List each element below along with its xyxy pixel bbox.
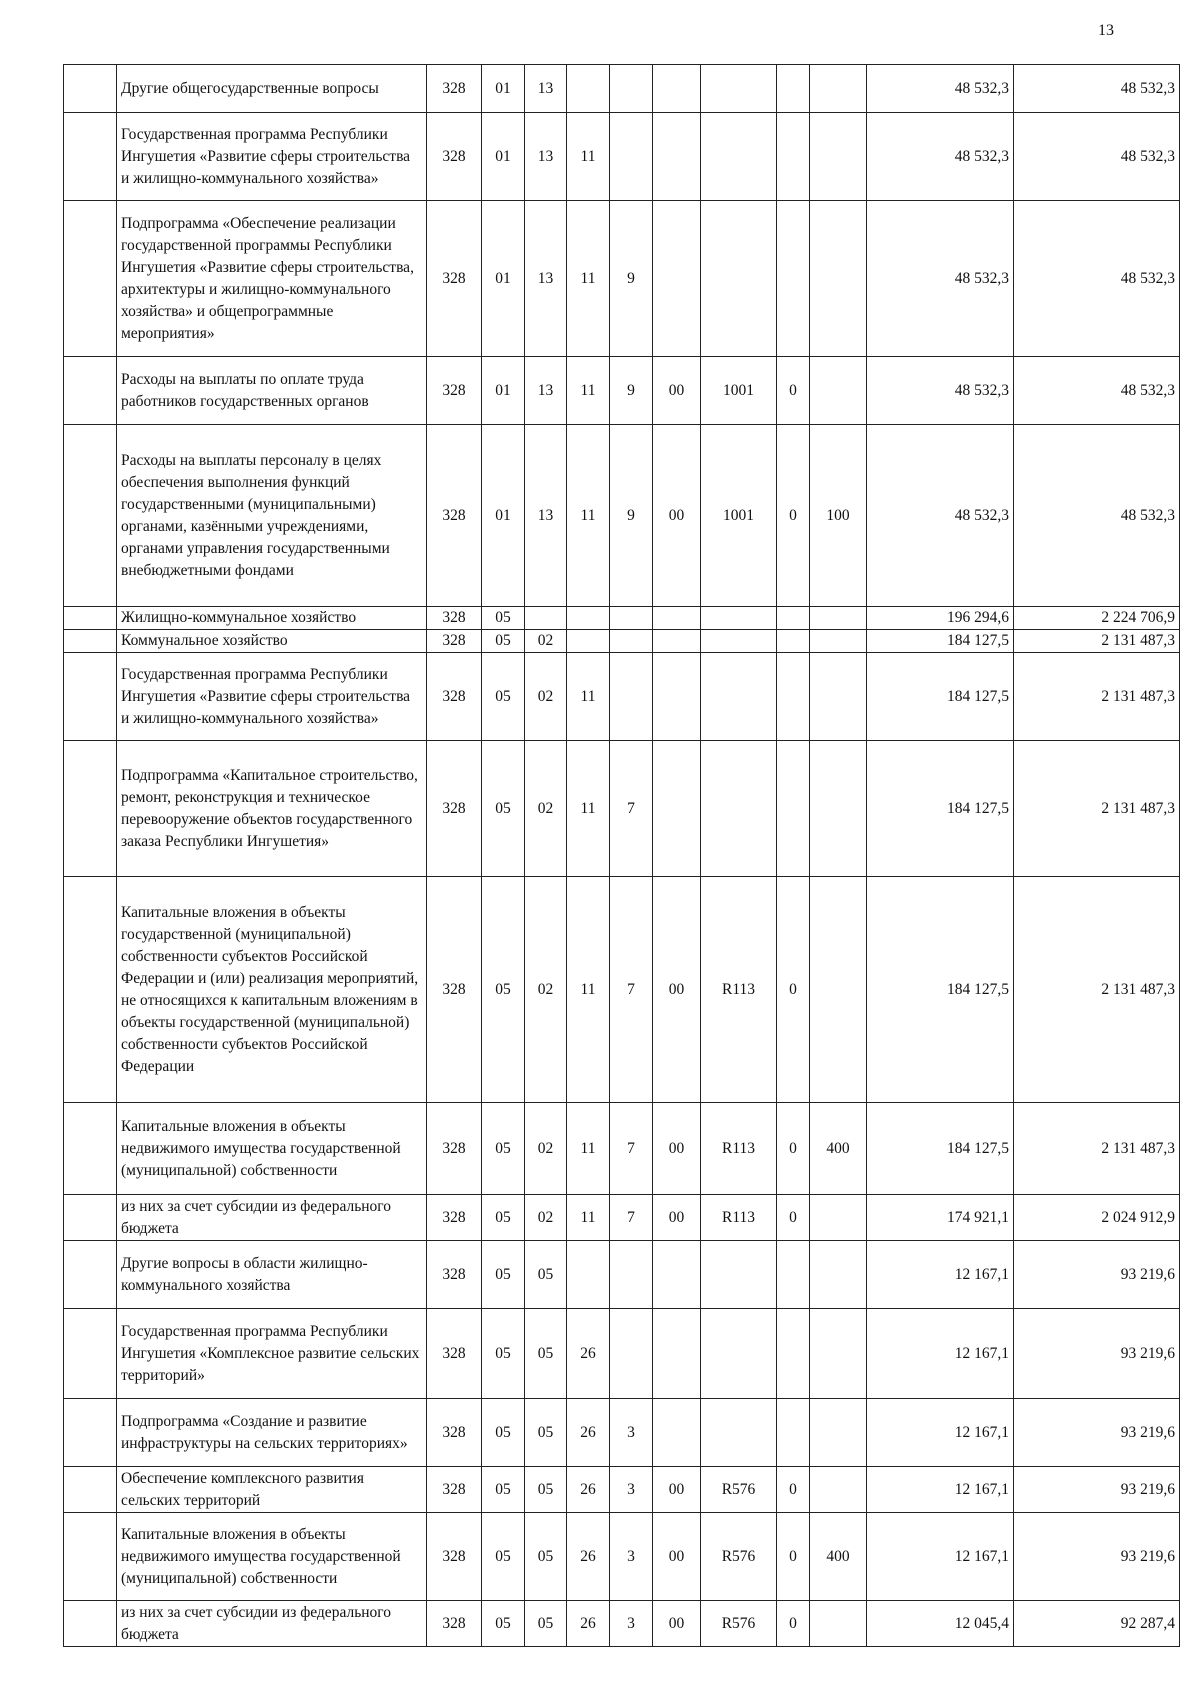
row-index-cell — [64, 65, 117, 113]
item-name-cell: Подпрограмма «Обеспечение реализации государственной программы Республики Ингушетия «Развитие сферы строительства, архитектуры и жилищно-коммунального хозяйства» и общепрограммные мероприятия» — [117, 201, 427, 357]
program-code-cell: 11 — [567, 1103, 610, 1195]
budget-table — [63, 64, 1180, 1647]
expense-type-code-cell — [810, 607, 867, 630]
row-index-cell — [64, 113, 117, 201]
target-code-cell: R576 — [701, 1601, 777, 1647]
ministry-code-cell: 328 — [427, 1467, 482, 1513]
amount-year2-cell: 48 532,3 — [1014, 425, 1180, 607]
direction-code-cell: 00 — [653, 425, 701, 607]
section-code-cell: 01 — [482, 357, 525, 425]
direction-code-cell: 00 — [653, 1103, 701, 1195]
detail-code-cell — [777, 201, 810, 357]
item-name-cell: Государственная программа Республики Ингушетия «Развитие сферы строительства и жилищно-коммунального хозяйства» — [117, 653, 427, 741]
subprogram-code-cell: 3 — [610, 1513, 653, 1601]
expense-type-code-cell — [810, 1467, 867, 1513]
amount-year1-cell: 48 532,3 — [867, 201, 1014, 357]
detail-code-cell — [777, 607, 810, 630]
direction-code-cell — [653, 607, 701, 630]
item-name-cell: Капитальные вложения в объекты недвижимого имущества государственной (муниципальной) собственности — [117, 1513, 427, 1601]
program-code-cell: 11 — [567, 201, 610, 357]
direction-code-cell: 00 — [653, 1601, 701, 1647]
table-row — [64, 741, 1180, 877]
program-code-cell: 11 — [567, 877, 610, 1103]
subprogram-code-cell — [610, 113, 653, 201]
section-code-cell: 05 — [482, 630, 525, 653]
program-code-cell — [567, 65, 610, 113]
direction-code-cell — [653, 1399, 701, 1467]
detail-code-cell: 0 — [777, 1513, 810, 1601]
expense-type-code-cell — [810, 1195, 867, 1241]
row-index-cell — [64, 1195, 117, 1241]
table-row — [64, 1601, 1180, 1647]
target-code-cell — [701, 630, 777, 653]
direction-code-cell — [653, 741, 701, 877]
amount-year1-cell: 184 127,5 — [867, 741, 1014, 877]
target-code-cell — [701, 741, 777, 877]
target-code-cell — [701, 653, 777, 741]
table-row — [64, 1241, 1180, 1309]
detail-code-cell: 0 — [777, 1103, 810, 1195]
direction-code-cell — [653, 653, 701, 741]
detail-code-cell — [777, 113, 810, 201]
target-code-cell — [701, 201, 777, 357]
amount-year1-cell: 12 167,1 — [867, 1399, 1014, 1467]
subsection-code-cell: 05 — [525, 1513, 567, 1601]
ministry-code-cell: 328 — [427, 65, 482, 113]
detail-code-cell: 0 — [777, 425, 810, 607]
subprogram-code-cell — [610, 630, 653, 653]
target-code-cell — [701, 1309, 777, 1399]
amount-year1-cell: 184 127,5 — [867, 877, 1014, 1103]
detail-code-cell — [777, 1309, 810, 1399]
program-code-cell: 26 — [567, 1513, 610, 1601]
amount-year2-cell: 2 131 487,3 — [1014, 653, 1180, 741]
detail-code-cell — [777, 741, 810, 877]
amount-year2-cell: 48 532,3 — [1014, 113, 1180, 201]
subprogram-code-cell: 3 — [610, 1399, 653, 1467]
target-code-cell — [701, 607, 777, 630]
program-code-cell: 11 — [567, 741, 610, 877]
program-code-cell: 26 — [567, 1467, 610, 1513]
expense-type-code-cell — [810, 1309, 867, 1399]
ministry-code-cell: 328 — [427, 1103, 482, 1195]
ministry-code-cell: 328 — [427, 630, 482, 653]
subsection-code-cell: 13 — [525, 65, 567, 113]
subsection-code-cell: 05 — [525, 1309, 567, 1399]
amount-year2-cell: 93 219,6 — [1014, 1399, 1180, 1467]
direction-code-cell: 00 — [653, 877, 701, 1103]
target-code-cell: R113 — [701, 1103, 777, 1195]
detail-code-cell — [777, 65, 810, 113]
program-code-cell: 26 — [567, 1601, 610, 1647]
amount-year1-cell: 12 045,4 — [867, 1601, 1014, 1647]
item-name-cell: Подпрограмма «Капитальное строительство, ремонт, реконструкция и техническое перевооружение объектов государственного заказа Республики Ингушетия» — [117, 741, 427, 877]
table-row — [64, 1513, 1180, 1601]
detail-code-cell — [777, 653, 810, 741]
section-code-cell: 01 — [482, 65, 525, 113]
item-name-cell: Жилищно-коммунальное хозяйство — [117, 607, 427, 630]
direction-code-cell: 00 — [653, 1195, 701, 1241]
expense-type-code-cell — [810, 357, 867, 425]
amount-year1-cell: 48 532,3 — [867, 357, 1014, 425]
section-code-cell: 05 — [482, 741, 525, 877]
amount-year1-cell: 196 294,6 — [867, 607, 1014, 630]
ministry-code-cell: 328 — [427, 653, 482, 741]
ministry-code-cell: 328 — [427, 357, 482, 425]
row-index-cell — [64, 1399, 117, 1467]
expense-type-code-cell — [810, 201, 867, 357]
row-index-cell — [64, 1309, 117, 1399]
item-name-cell: Расходы на выплаты персоналу в целях обеспечения выполнения функций государственными (муниципальными) органами, казёнными учреждениями, органами управления государственными внебюджетными фондами — [117, 425, 427, 607]
amount-year1-cell: 12 167,1 — [867, 1467, 1014, 1513]
expense-type-code-cell — [810, 741, 867, 877]
expense-type-code-cell: 100 — [810, 425, 867, 607]
subprogram-code-cell — [610, 653, 653, 741]
row-index-cell — [64, 607, 117, 630]
direction-code-cell — [653, 65, 701, 113]
item-name-cell: Государственная программа Республики Ингушетия «Развитие сферы строительства и жилищно-коммунального хозяйства» — [117, 113, 427, 201]
section-code-cell: 05 — [482, 1601, 525, 1647]
item-name-cell: Другие общегосударственные вопросы — [117, 65, 427, 113]
amount-year2-cell: 2 131 487,3 — [1014, 1103, 1180, 1195]
ministry-code-cell: 328 — [427, 1601, 482, 1647]
amount-year2-cell: 2 224 706,9 — [1014, 607, 1180, 630]
target-code-cell — [701, 1399, 777, 1467]
subprogram-code-cell — [610, 1241, 653, 1309]
amount-year1-cell: 12 167,1 — [867, 1241, 1014, 1309]
subsection-code-cell — [525, 607, 567, 630]
row-index-cell — [64, 653, 117, 741]
target-code-cell: R113 — [701, 877, 777, 1103]
table-row — [64, 1399, 1180, 1467]
target-code-cell: R576 — [701, 1467, 777, 1513]
table-row — [64, 1195, 1180, 1241]
item-name-cell: Капитальные вложения в объекты государственной (муниципальной) собственности субъектов Российской Федерации и (или) реализация мероприятий, не относящихся к капитальным вложениям в объекты государственной (муниципальной) собственности субъектов Российской Федерации — [117, 877, 427, 1103]
expense-type-code-cell: 400 — [810, 1513, 867, 1601]
detail-code-cell: 0 — [777, 877, 810, 1103]
item-name-cell: Коммунальное хозяйство — [117, 630, 427, 653]
expense-type-code-cell — [810, 630, 867, 653]
target-code-cell — [701, 113, 777, 201]
ministry-code-cell: 328 — [427, 1241, 482, 1309]
section-code-cell: 05 — [482, 1103, 525, 1195]
program-code-cell: 11 — [567, 1195, 610, 1241]
section-code-cell: 05 — [482, 1399, 525, 1467]
row-index-cell — [64, 1601, 117, 1647]
program-code-cell: 11 — [567, 425, 610, 607]
amount-year2-cell: 2 131 487,3 — [1014, 877, 1180, 1103]
direction-code-cell: 00 — [653, 1467, 701, 1513]
program-code-cell: 11 — [567, 357, 610, 425]
amount-year2-cell: 2 131 487,3 — [1014, 741, 1180, 877]
subsection-code-cell: 02 — [525, 653, 567, 741]
amount-year2-cell: 93 219,6 — [1014, 1467, 1180, 1513]
expense-type-code-cell — [810, 65, 867, 113]
direction-code-cell — [653, 201, 701, 357]
subprogram-code-cell: 9 — [610, 201, 653, 357]
subsection-code-cell: 13 — [525, 357, 567, 425]
subprogram-code-cell: 7 — [610, 1103, 653, 1195]
section-code-cell: 05 — [482, 1195, 525, 1241]
amount-year2-cell: 93 219,6 — [1014, 1309, 1180, 1399]
section-code-cell: 01 — [482, 113, 525, 201]
direction-code-cell: 00 — [653, 1513, 701, 1601]
table-row — [64, 630, 1180, 653]
subsection-code-cell: 13 — [525, 425, 567, 607]
row-index-cell — [64, 1467, 117, 1513]
detail-code-cell: 0 — [777, 1195, 810, 1241]
target-code-cell: R113 — [701, 1195, 777, 1241]
ministry-code-cell: 328 — [427, 1195, 482, 1241]
program-code-cell — [567, 607, 610, 630]
direction-code-cell: 00 — [653, 357, 701, 425]
item-name-cell: Государственная программа Республики Ингушетия «Комплексное развитие сельских территорий» — [117, 1309, 427, 1399]
ministry-code-cell: 328 — [427, 741, 482, 877]
section-code-cell: 05 — [482, 607, 525, 630]
amount-year1-cell: 48 532,3 — [867, 65, 1014, 113]
section-code-cell: 05 — [482, 1241, 525, 1309]
subprogram-code-cell — [610, 65, 653, 113]
expense-type-code-cell — [810, 1399, 867, 1467]
item-name-cell: Другие вопросы в области жилищно-коммунального хозяйства — [117, 1241, 427, 1309]
subsection-code-cell: 02 — [525, 630, 567, 653]
program-code-cell — [567, 1241, 610, 1309]
subsection-code-cell: 02 — [525, 1103, 567, 1195]
amount-year1-cell: 12 167,1 — [867, 1309, 1014, 1399]
row-index-cell — [64, 425, 117, 607]
detail-code-cell: 0 — [777, 1601, 810, 1647]
item-name-cell: из них за счет субсидии из федерального бюджета — [117, 1195, 427, 1241]
expense-type-code-cell — [810, 653, 867, 741]
subsection-code-cell: 05 — [525, 1399, 567, 1467]
table-row — [64, 1309, 1180, 1399]
ministry-code-cell: 328 — [427, 1399, 482, 1467]
detail-code-cell — [777, 1399, 810, 1467]
ministry-code-cell: 328 — [427, 1513, 482, 1601]
table-row — [64, 357, 1180, 425]
row-index-cell — [64, 201, 117, 357]
program-code-cell: 11 — [567, 113, 610, 201]
target-code-cell — [701, 65, 777, 113]
subprogram-code-cell: 7 — [610, 877, 653, 1103]
row-index-cell — [64, 630, 117, 653]
subprogram-code-cell: 9 — [610, 357, 653, 425]
section-code-cell: 05 — [482, 1309, 525, 1399]
subprogram-code-cell — [610, 1309, 653, 1399]
subsection-code-cell: 02 — [525, 741, 567, 877]
table-row — [64, 1467, 1180, 1513]
amount-year1-cell: 48 532,3 — [867, 425, 1014, 607]
subsection-code-cell: 02 — [525, 877, 567, 1103]
row-index-cell — [64, 1241, 117, 1309]
subsection-code-cell: 13 — [525, 113, 567, 201]
subsection-code-cell: 05 — [525, 1241, 567, 1309]
subprogram-code-cell: 9 — [610, 425, 653, 607]
section-code-cell: 01 — [482, 425, 525, 607]
subsection-code-cell: 02 — [525, 1195, 567, 1241]
section-code-cell: 01 — [482, 201, 525, 357]
item-name-cell: Расходы на выплаты по оплате труда работников государственных органов — [117, 357, 427, 425]
program-code-cell: 26 — [567, 1309, 610, 1399]
ministry-code-cell: 328 — [427, 607, 482, 630]
section-code-cell: 05 — [482, 877, 525, 1103]
expense-type-code-cell — [810, 1241, 867, 1309]
item-name-cell: Капитальные вложения в объекты недвижимого имущества государственной (муниципальной) собственности — [117, 1103, 427, 1195]
item-name-cell: Обеспечение комплексного развития сельских территорий — [117, 1467, 427, 1513]
ministry-code-cell: 328 — [427, 113, 482, 201]
amount-year2-cell: 48 532,3 — [1014, 201, 1180, 357]
page-number: 13 — [1098, 22, 1114, 39]
table-row — [64, 1103, 1180, 1195]
program-code-cell: 26 — [567, 1399, 610, 1467]
subprogram-code-cell: 7 — [610, 1195, 653, 1241]
ministry-code-cell: 328 — [427, 1309, 482, 1399]
section-code-cell: 05 — [482, 653, 525, 741]
program-code-cell: 11 — [567, 653, 610, 741]
table-body — [64, 65, 1180, 1647]
row-index-cell — [64, 1513, 117, 1601]
detail-code-cell — [777, 1241, 810, 1309]
target-code-cell: 1001 — [701, 425, 777, 607]
amount-year1-cell: 174 921,1 — [867, 1195, 1014, 1241]
amount-year2-cell: 2 131 487,3 — [1014, 630, 1180, 653]
direction-code-cell — [653, 113, 701, 201]
program-code-cell — [567, 630, 610, 653]
table-row — [64, 65, 1180, 113]
target-code-cell: 1001 — [701, 357, 777, 425]
subprogram-code-cell: 3 — [610, 1601, 653, 1647]
subsection-code-cell: 05 — [525, 1601, 567, 1647]
row-index-cell — [64, 877, 117, 1103]
table-row — [64, 201, 1180, 357]
expense-type-code-cell — [810, 1601, 867, 1647]
table-row — [64, 877, 1180, 1103]
amount-year1-cell: 184 127,5 — [867, 630, 1014, 653]
expense-type-code-cell — [810, 113, 867, 201]
amount-year2-cell: 48 532,3 — [1014, 65, 1180, 113]
direction-code-cell — [653, 1241, 701, 1309]
table-row — [64, 113, 1180, 201]
amount-year2-cell: 93 219,6 — [1014, 1241, 1180, 1309]
amount-year2-cell: 93 219,6 — [1014, 1513, 1180, 1601]
ministry-code-cell: 328 — [427, 877, 482, 1103]
amount-year2-cell: 2 024 912,9 — [1014, 1195, 1180, 1241]
row-index-cell — [64, 357, 117, 425]
detail-code-cell: 0 — [777, 1467, 810, 1513]
item-name-cell: Подпрограмма «Создание и развитие инфраструктуры на сельских территориях» — [117, 1399, 427, 1467]
subprogram-code-cell: 3 — [610, 1467, 653, 1513]
amount-year1-cell: 12 167,1 — [867, 1513, 1014, 1601]
amount-year2-cell: 48 532,3 — [1014, 357, 1180, 425]
ministry-code-cell: 328 — [427, 425, 482, 607]
subprogram-code-cell: 7 — [610, 741, 653, 877]
table-row — [64, 425, 1180, 607]
table-row — [64, 653, 1180, 741]
section-code-cell: 05 — [482, 1467, 525, 1513]
row-index-cell — [64, 1103, 117, 1195]
amount-year1-cell: 184 127,5 — [867, 1103, 1014, 1195]
table-row — [64, 607, 1180, 630]
ministry-code-cell: 328 — [427, 201, 482, 357]
expense-type-code-cell — [810, 877, 867, 1103]
row-index-cell — [64, 741, 117, 877]
target-code-cell — [701, 1241, 777, 1309]
expense-type-code-cell: 400 — [810, 1103, 867, 1195]
target-code-cell: R576 — [701, 1513, 777, 1601]
section-code-cell: 05 — [482, 1513, 525, 1601]
subsection-code-cell: 13 — [525, 201, 567, 357]
amount-year1-cell: 184 127,5 — [867, 653, 1014, 741]
amount-year2-cell: 92 287,4 — [1014, 1601, 1180, 1647]
subprogram-code-cell — [610, 607, 653, 630]
direction-code-cell — [653, 1309, 701, 1399]
item-name-cell: из них за счет субсидии из федерального бюджета — [117, 1601, 427, 1647]
amount-year1-cell: 48 532,3 — [867, 113, 1014, 201]
detail-code-cell: 0 — [777, 357, 810, 425]
detail-code-cell — [777, 630, 810, 653]
subsection-code-cell: 05 — [525, 1467, 567, 1513]
direction-code-cell — [653, 630, 701, 653]
